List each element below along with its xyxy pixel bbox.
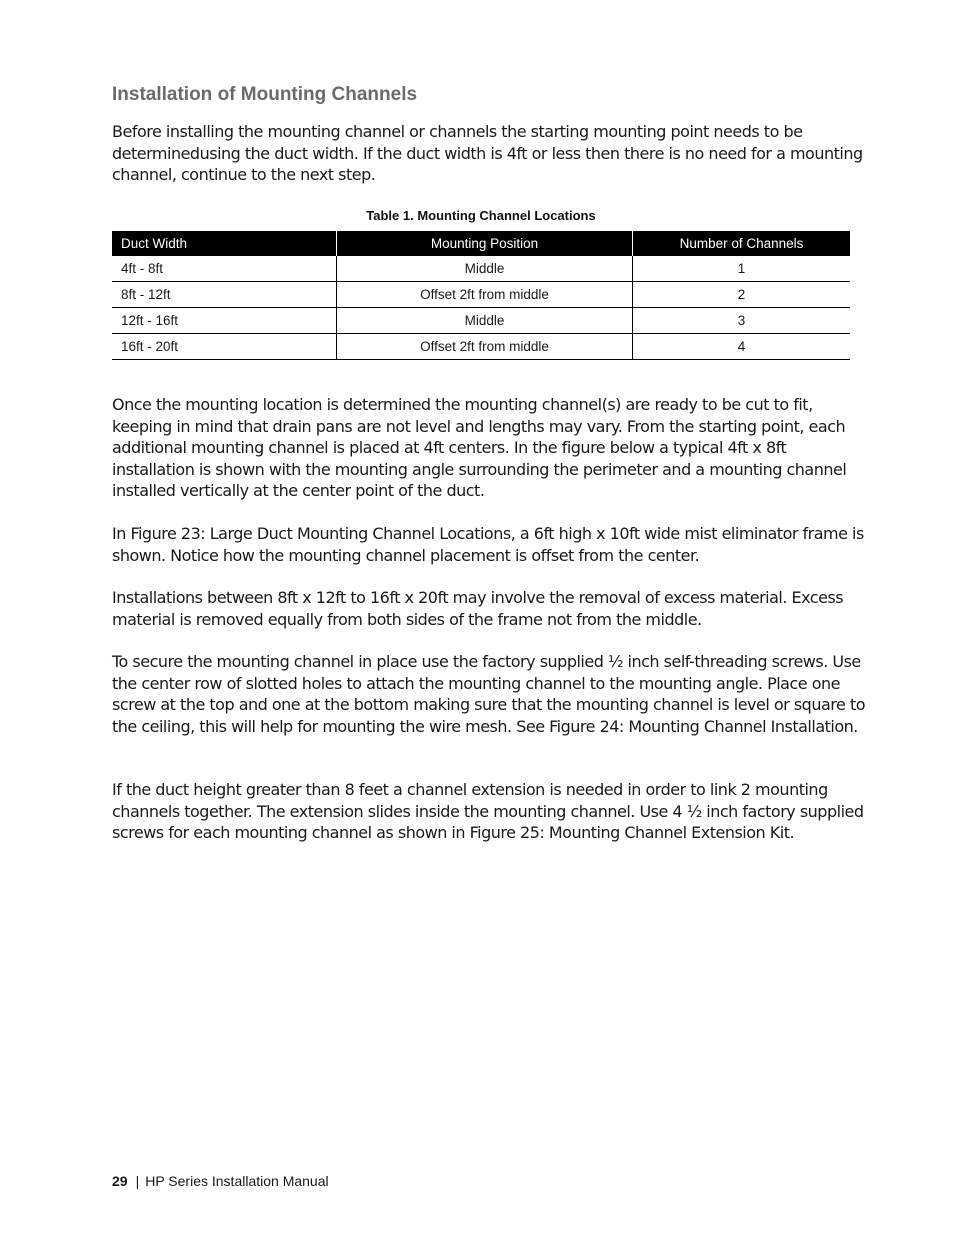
cell-number-of-channels: 3: [633, 308, 851, 334]
mounting-channel-table: [112, 231, 850, 360]
paragraph-figure-23: In Figure 23: Large Duct Mounting Channel Locations, a 6ft high x 10ft wide mist eliminator frame is shown. Notice how the mounting channel placement is offset from the center.: [112, 524, 864, 565]
page-number: 29: [112, 1173, 128, 1189]
cell-mounting-position: Middle: [337, 256, 633, 282]
column-header-mounting-position: Mounting Position: [337, 231, 633, 256]
table-header-row: [112, 231, 850, 256]
paragraph-channel-extension: If the duct height greater than 8 feet a channel extension is needed in order to link 2 mounting channels together. The extension slides inside the mounting channel. Use 4 ½ inch factory supplied screws for each mounting channel as shown in Figure 25: Mounting Channel Extension Kit.: [112, 780, 864, 842]
cell-mounting-position: Middle: [337, 308, 633, 334]
column-header-number-of-channels: Number of Channels: [633, 231, 851, 256]
cell-duct-width: 16ft - 20ft: [112, 334, 337, 360]
table-row: [112, 256, 850, 282]
paragraph-mounting-location: Once the mounting location is determined the mounting channel(s) are ready to be cut to fit, keeping in mind that drain pans are not level and lengths may vary. From the starting point, each additional mounting channel is placed at 4ft centers. In the figure below a typical 4ft x 8ft installation is shown with the mounting angle surrounding the perimeter and a mounting channel installed vertically at the center point of the duct.: [112, 395, 847, 500]
cell-number-of-channels: 1: [633, 256, 851, 282]
page-footer: [112, 1173, 329, 1189]
cell-number-of-channels: 2: [633, 282, 851, 308]
cell-number-of-channels: 4: [633, 334, 851, 360]
column-header-duct-width: Duct Width: [112, 231, 337, 256]
paragraph-excess-material: Installations between 8ft x 12ft to 16ft x 20ft may involve the removal of excess material. Excess material is removed equally from both sides of the frame not from the middle.: [112, 588, 844, 629]
table-caption: Table 1. Mounting Channel Locations: [366, 208, 596, 223]
table-row: [112, 334, 850, 360]
cell-mounting-position: Offset 2ft from middle: [337, 334, 633, 360]
manual-title: HP Series Installation Manual: [145, 1173, 329, 1189]
paragraph-securing-channel: To secure the mounting channel in place use the factory supplied ½ inch self-threading screws. Use the center row of slotted holes to attach the mounting channel to the mounting angle. Place one screw at the top and one at the bottom making sure that the mounting channel is level or square to the ceiling, this will help for mounting the wire mesh. See Figure 24: Mounting Channel Installation.: [112, 652, 865, 736]
cell-duct-width: 12ft - 16ft: [112, 308, 337, 334]
paragraph-intro: Before installing the mounting channel or channels the starting mounting point needs to be determinedusing the duct width. If the duct width is 4ft or less then there is no need for a mounting channel, continue to the next step.: [112, 122, 863, 184]
table-row: [112, 308, 850, 334]
cell-duct-width: 8ft - 12ft: [112, 282, 337, 308]
cell-mounting-position: Offset 2ft from middle: [337, 282, 633, 308]
section-heading: Installation of Mounting Channels: [112, 84, 418, 105]
cell-duct-width: 4ft - 8ft: [112, 256, 337, 282]
footer-separator: |: [135, 1173, 140, 1189]
table-row: [112, 282, 850, 308]
